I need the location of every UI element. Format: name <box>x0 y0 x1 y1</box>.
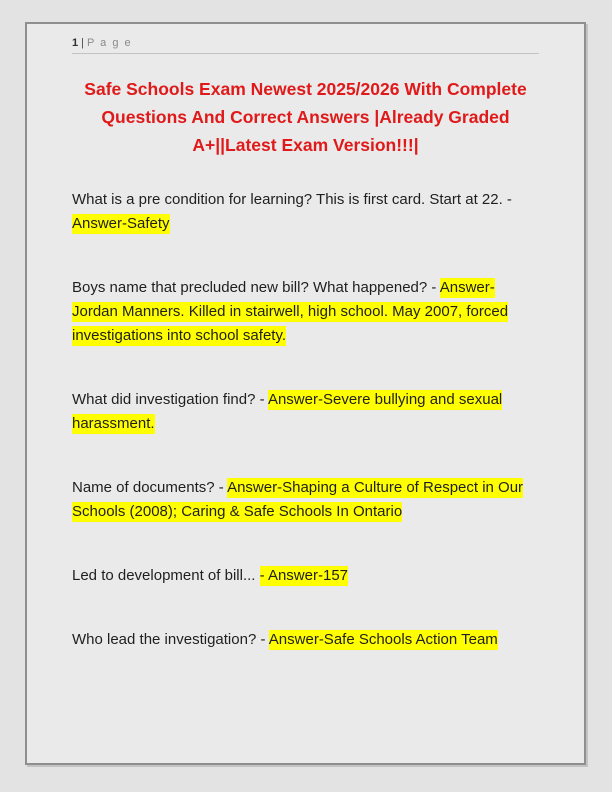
answer-highlight: Answer-Safe Schools Action Team <box>268 631 498 648</box>
answer-highlight: - Answer-157 <box>259 567 348 584</box>
qa-paragraph <box>72 388 539 436</box>
qa-paragraph <box>72 188 539 236</box>
qa-paragraph <box>72 476 539 524</box>
qa-paragraph <box>72 628 539 652</box>
qa-list <box>72 188 539 652</box>
page-header <box>72 37 539 49</box>
question-text: Who lead the investigation? - <box>72 631 269 648</box>
answer-highlight: Answer-Safety <box>72 215 170 232</box>
answer-highlight: Answer-Severe bullying and sexual harassment. <box>72 391 503 432</box>
page-number: 1 <box>72 37 79 49</box>
question-text: Led to development of bill... <box>72 567 260 584</box>
document-page <box>25 22 586 765</box>
title-line: Questions And Correct Answers |Already Graded <box>101 107 510 127</box>
title-line: Safe Schools Exam Newest 2025/2026 With Complete <box>84 79 527 99</box>
qa-paragraph <box>72 276 539 348</box>
header-page-label: P a g e <box>86 37 133 49</box>
answer-highlight: Answer-Shaping a Culture of Respect in Our Schools (2008); Caring & Safe Schools In Ontario <box>72 479 524 520</box>
title-line: A+||Latest Exam Version!!!| <box>192 135 419 155</box>
document-title <box>72 75 539 159</box>
question-text: What is a pre condition for learning? This is first card. Start at 22. - <box>72 191 512 208</box>
question-text: What did investigation find? - <box>72 391 268 408</box>
question-text: Name of documents? - <box>72 479 228 496</box>
answer-highlight: Answer-Jordan Manners. Killed in stairwell, high school. May 2007, forced investigations into school safety. <box>72 279 509 344</box>
header-rule <box>72 53 539 54</box>
question-text: Boys name that precluded new bill? What happened? - <box>72 279 440 296</box>
header-separator: | <box>81 37 84 49</box>
qa-paragraph <box>72 564 539 588</box>
